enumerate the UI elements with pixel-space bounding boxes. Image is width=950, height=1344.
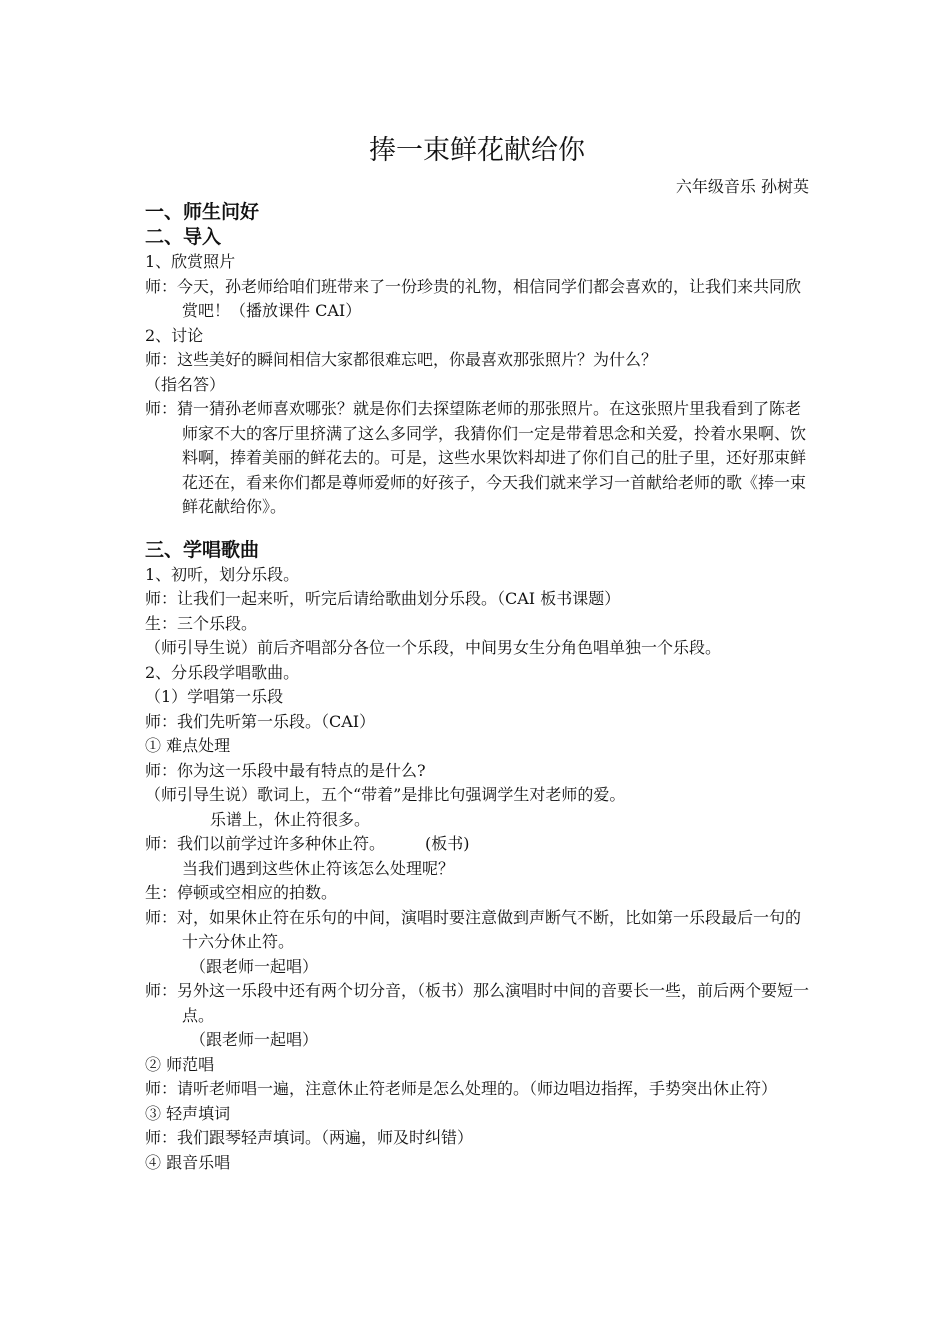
paragraph-line: 师：请听老师唱一遍，注意休止符老师是怎么处理的。（师边唱边指挥，手势突出休止符）: [145, 1079, 778, 1098]
paragraph-line: 1、初听，划分乐段。: [145, 564, 300, 584]
paragraph-line: 师：我们跟琴轻声填词。（两遍，师及时纠错）: [145, 1128, 474, 1147]
paragraph-line: 乐谱上，休止符很多。: [210, 809, 371, 829]
paragraph-line: 生：三个乐段。: [145, 613, 258, 633]
paragraph-line: （师引导生说）前后齐唱部分各位一个乐段，中间男女生分角色唱单独一个乐段。: [145, 638, 722, 657]
blank-line: [145, 520, 809, 538]
paragraph-line: 师：这些美好的瞬间相信大家都很难忘吧，你最喜欢那张照片？为什么？: [145, 350, 658, 369]
paragraph-line: （师引导生说）歌词上，五个“带着”是排比句强调学生对老师的爱。: [145, 785, 626, 804]
paragraph-line: 师：我们以前学过许多种休止符。 (板书): [145, 834, 470, 853]
paragraph-line: 生：停顿或空相应的拍数。: [145, 883, 338, 902]
paragraph-line: ③ 轻声填词: [145, 1103, 231, 1123]
paragraph-line: 1、欣赏照片: [145, 252, 236, 271]
section-heading: 三、学唱歌曲: [145, 538, 260, 561]
section-heading: 一、师生问好: [145, 201, 260, 223]
paragraph-line: 2、分乐段学唱歌曲。: [145, 662, 300, 682]
document-lines: [145, 200, 809, 1175]
paragraph-line: 师：猜一猜孙老师喜欢哪张？就是你们去探望陈老师的那张照片。在这张照片里我看到了陈老师家不大的客厅里挤满了这么多同学，我猜你们一定是带着思念和关爱，拎着水果啊、饮料啊，捧着美丽的鲜花去的。可是，这些水果饮料却进了你们自己的肚子里，还好那束鲜花还在，看来你们都是尊师爱师的好孩子，今天我们就来学习一首献给老师的歌《捧一束鲜花献给你》。: [145, 399, 807, 516]
paragraph-line: （指名答）: [145, 374, 226, 394]
paragraph-line: 师：你为这一乐段中最有特点的是什么?: [145, 760, 426, 780]
paragraph-line: （跟老师一起唱）: [190, 956, 319, 976]
paragraph-line: 师：我们先听第一乐段。（CAI）: [145, 711, 376, 731]
paragraph-line: 师：另外这一乐段中还有两个切分音，（板书）那么演唱时中间的音要长一些，前后两个要短一点。: [145, 981, 810, 1025]
paragraph-line: ④ 跟音乐唱: [145, 1152, 231, 1172]
paragraph-line: 当我们遇到这些休止符该怎么处理呢？: [182, 858, 455, 878]
paragraph-line: 师：让我们一起来听，听完后请给歌曲划分乐段。（CAI 板书课题）: [145, 589, 621, 608]
paragraph-line: （1）学唱第一乐段: [145, 687, 284, 706]
document-title: 捧一束鲜花献给你: [369, 135, 585, 166]
paragraph-line: ① 难点处理: [145, 736, 231, 755]
section-heading: 二、导入: [145, 226, 222, 248]
paragraph-line: 师：对，如果休止符在乐句的中间，演唱时要注意做到声断气不断，比如第一乐段最后一句的十六分休止符。: [145, 907, 802, 951]
paragraph-line: ② 师范唱: [145, 1054, 215, 1074]
author-line: 六年级音乐 孙树英: [675, 177, 809, 196]
paragraph-line: （跟老师一起唱）: [190, 1030, 319, 1049]
document-body: [145, 128, 809, 1175]
paragraph-line: 2、讨论: [145, 325, 204, 345]
paragraph-line: 师：今天，孙老师给咱们班带来了一份珍贵的礼物，相信同学们都会喜欢的，让我们来共同欣赏吧！（播放课件 CAI）: [145, 276, 802, 320]
